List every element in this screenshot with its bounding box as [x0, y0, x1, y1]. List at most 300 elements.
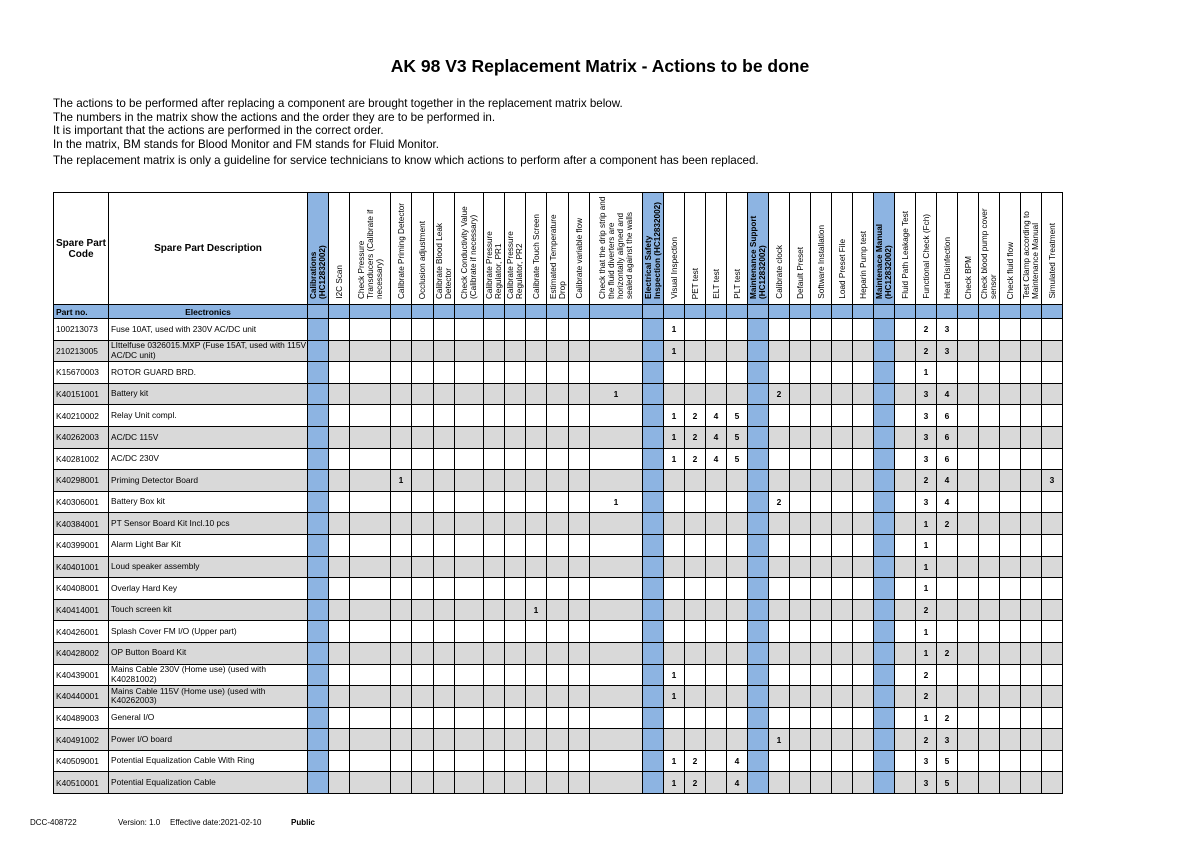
matrix-cell [569, 599, 590, 621]
matrix-cell [979, 707, 1000, 729]
matrix-cell [685, 513, 706, 535]
matrix-cell [329, 772, 350, 794]
matrix-cell [455, 534, 484, 556]
matrix-cell [412, 362, 434, 384]
part-description: Touch screen kit [109, 599, 308, 621]
matrix-cell [1042, 707, 1063, 729]
matrix-cell [547, 405, 569, 427]
matrix-cell [853, 772, 874, 794]
matrix-cell: 2 [685, 426, 706, 448]
matrix-cell: 5 [937, 750, 958, 772]
table-row [54, 448, 1063, 470]
matrix-cell [505, 340, 526, 362]
matrix-cell [706, 642, 727, 664]
matrix-cell: 1 [916, 513, 937, 535]
section-cell [748, 305, 769, 319]
matrix-cell: 1 [391, 470, 412, 492]
matrix-cell [769, 750, 790, 772]
section-cell [1042, 305, 1063, 319]
matrix-cell [685, 707, 706, 729]
table-row [54, 707, 1063, 729]
matrix-cell [350, 707, 391, 729]
matrix-cell: 2 [685, 405, 706, 427]
matrix-cell [748, 340, 769, 362]
matrix-cell [308, 578, 329, 600]
matrix-cell [706, 750, 727, 772]
matrix-cell [1021, 642, 1042, 664]
matrix-cell [350, 729, 391, 751]
matrix-cell [979, 513, 1000, 535]
matrix-cell [484, 707, 505, 729]
matrix-cell [727, 513, 748, 535]
footer-effective-date: Effective date:2021-02-10 [170, 818, 262, 827]
matrix-cell [790, 491, 811, 513]
section-name: Electronics [109, 305, 308, 319]
matrix-cell [569, 470, 590, 492]
matrix-cell [547, 686, 569, 708]
section-cell [569, 305, 590, 319]
matrix-cell [1000, 448, 1021, 470]
matrix-cell [958, 405, 979, 427]
matrix-cell [569, 340, 590, 362]
matrix-cell [979, 448, 1000, 470]
matrix-cell [664, 534, 685, 556]
footer-classification: Public [291, 818, 316, 827]
matrix-cell: 3 [937, 319, 958, 341]
matrix-cell [706, 383, 727, 405]
matrix-cell [569, 707, 590, 729]
section-cell [434, 305, 455, 319]
column-header: Visual Inspection [664, 193, 685, 305]
matrix-cell [350, 686, 391, 708]
matrix-cell [664, 599, 685, 621]
matrix-cell: 4 [937, 383, 958, 405]
column-header: Check that the drip strip and the fluid diverters are horizontally aligned and sealed against the walls [590, 193, 643, 305]
table-row [54, 642, 1063, 664]
matrix-cell [1042, 642, 1063, 664]
matrix-cell [1000, 513, 1021, 535]
matrix-cell [643, 340, 664, 362]
matrix-cell [455, 470, 484, 492]
matrix-cell [412, 470, 434, 492]
matrix-cell [706, 599, 727, 621]
matrix-cell [685, 534, 706, 556]
matrix-cell [769, 319, 790, 341]
part-description: Mains Cable 115V (Home use) (used with K40262003) [109, 686, 308, 708]
matrix-cell [811, 621, 832, 643]
matrix-cell [979, 599, 1000, 621]
matrix-cell [853, 448, 874, 470]
matrix-cell [769, 686, 790, 708]
part-description: LIttelfuse 0326015.MXP (Fuse 15AT, used with 115V AC/DC unit) [109, 340, 308, 362]
matrix-cell [748, 383, 769, 405]
matrix-cell [790, 426, 811, 448]
matrix-cell [769, 470, 790, 492]
matrix-cell [412, 426, 434, 448]
matrix-cell [832, 362, 853, 384]
matrix-cell [569, 772, 590, 794]
matrix-cell: 1 [916, 362, 937, 384]
matrix-cell [769, 556, 790, 578]
matrix-cell [748, 405, 769, 427]
matrix-cell [1000, 642, 1021, 664]
matrix-cell [832, 426, 853, 448]
matrix-cell [505, 556, 526, 578]
matrix-cell [958, 319, 979, 341]
matrix-cell [643, 664, 664, 686]
matrix-cell [350, 362, 391, 384]
matrix-cell [811, 750, 832, 772]
matrix-cell [434, 599, 455, 621]
matrix-cell [790, 534, 811, 556]
matrix-cell [308, 448, 329, 470]
matrix-cell: 1 [916, 556, 937, 578]
matrix-cell [526, 642, 547, 664]
matrix-cell [895, 707, 916, 729]
matrix-cell [706, 362, 727, 384]
column-header: I2C Scan [329, 193, 350, 305]
matrix-cell [391, 426, 412, 448]
matrix-cell [748, 750, 769, 772]
matrix-cell [727, 556, 748, 578]
matrix-cell [590, 362, 643, 384]
column-header: Calibrate Pressure Regulator, PR1 [484, 193, 505, 305]
matrix-cell [853, 383, 874, 405]
matrix-cell [748, 772, 769, 794]
column-header: Calibrations (HC12832002) [308, 193, 329, 305]
matrix-cell [455, 621, 484, 643]
part-description: Overlay Hard Key [109, 578, 308, 600]
part-description: General I/O [109, 707, 308, 729]
matrix-cell [664, 491, 685, 513]
matrix-cell [547, 426, 569, 448]
matrix-cell [1042, 664, 1063, 686]
matrix-cell [811, 729, 832, 751]
column-header: Maintenance Support (HC12832002) [748, 193, 769, 305]
part-code: K40408001 [54, 578, 109, 600]
matrix-cell [979, 534, 1000, 556]
matrix-cell [706, 621, 727, 643]
section-cell [685, 305, 706, 319]
header-spare-part-description: Spare Part Description [109, 193, 308, 305]
matrix-cell [706, 491, 727, 513]
matrix-cell [874, 578, 895, 600]
matrix-cell [547, 383, 569, 405]
matrix-cell: 1 [664, 340, 685, 362]
matrix-cell: 2 [916, 664, 937, 686]
section-cell [853, 305, 874, 319]
matrix-cell [308, 470, 329, 492]
matrix-cell [643, 534, 664, 556]
table-row [54, 729, 1063, 751]
part-code: K40440001 [54, 686, 109, 708]
matrix-cell [484, 686, 505, 708]
matrix-cell [329, 340, 350, 362]
matrix-cell [350, 534, 391, 556]
matrix-cell [434, 426, 455, 448]
matrix-cell [434, 686, 455, 708]
matrix-cell [590, 578, 643, 600]
matrix-cell [547, 599, 569, 621]
matrix-cell [853, 686, 874, 708]
matrix-cell [685, 362, 706, 384]
matrix-cell [706, 707, 727, 729]
table-row [54, 599, 1063, 621]
section-cell [916, 305, 937, 319]
matrix-cell [1021, 664, 1042, 686]
matrix-cell [874, 707, 895, 729]
matrix-cell [412, 491, 434, 513]
matrix-cell [790, 664, 811, 686]
matrix-cell [727, 686, 748, 708]
matrix-cell [874, 599, 895, 621]
matrix-cell [706, 534, 727, 556]
column-header: Software Installation [811, 193, 832, 305]
matrix-cell: 1 [664, 319, 685, 341]
matrix-cell [455, 750, 484, 772]
matrix-cell [832, 340, 853, 362]
matrix-cell [706, 470, 727, 492]
matrix-cell [455, 491, 484, 513]
matrix-cell [434, 729, 455, 751]
section-cell [412, 305, 434, 319]
matrix-cell [979, 362, 1000, 384]
matrix-cell [547, 491, 569, 513]
matrix-cell [769, 642, 790, 664]
matrix-cell: 3 [1042, 470, 1063, 492]
matrix-cell [643, 621, 664, 643]
part-code: K40510001 [54, 772, 109, 794]
matrix-cell [526, 340, 547, 362]
matrix-cell: 6 [937, 405, 958, 427]
matrix-cell [350, 470, 391, 492]
matrix-cell [811, 383, 832, 405]
part-code: K40509001 [54, 750, 109, 772]
matrix-cell [874, 556, 895, 578]
matrix-cell: 2 [916, 319, 937, 341]
matrix-cell: 1 [664, 405, 685, 427]
matrix-cell [434, 578, 455, 600]
matrix-cell [484, 513, 505, 535]
matrix-cell [505, 319, 526, 341]
matrix-cell: 2 [937, 707, 958, 729]
matrix-cell [547, 664, 569, 686]
matrix-cell [526, 383, 547, 405]
matrix-cell [664, 621, 685, 643]
matrix-cell [350, 448, 391, 470]
matrix-cell [790, 340, 811, 362]
matrix-cell [685, 621, 706, 643]
section-cell [706, 305, 727, 319]
part-code: 210213005 [54, 340, 109, 362]
matrix-cell [706, 578, 727, 600]
section-cell [590, 305, 643, 319]
matrix-cell [505, 729, 526, 751]
matrix-cell [979, 556, 1000, 578]
matrix-cell [937, 362, 958, 384]
matrix-cell [643, 362, 664, 384]
matrix-cell [590, 664, 643, 686]
matrix-cell [895, 686, 916, 708]
matrix-cell [790, 319, 811, 341]
matrix-cell [937, 664, 958, 686]
matrix-cell [590, 405, 643, 427]
matrix-cell: 3 [916, 426, 937, 448]
matrix-cell [832, 319, 853, 341]
matrix-cell [748, 470, 769, 492]
matrix-cell [790, 383, 811, 405]
matrix-cell [874, 405, 895, 427]
matrix-cell [505, 491, 526, 513]
matrix-cell [685, 642, 706, 664]
matrix-cell [748, 642, 769, 664]
matrix-cell [832, 491, 853, 513]
matrix-cell [895, 534, 916, 556]
matrix-cell [811, 470, 832, 492]
part-code: K40210002 [54, 405, 109, 427]
matrix-cell: 5 [937, 772, 958, 794]
matrix-cell [505, 534, 526, 556]
matrix-cell [1000, 362, 1021, 384]
section-cell [547, 305, 569, 319]
matrix-cell [727, 362, 748, 384]
matrix-cell [412, 664, 434, 686]
matrix-cell [412, 750, 434, 772]
matrix-cell [526, 729, 547, 751]
table-row [54, 513, 1063, 535]
part-code: K40491002 [54, 729, 109, 751]
matrix-cell [308, 664, 329, 686]
part-description: Battery Box kit [109, 491, 308, 513]
matrix-cell [727, 383, 748, 405]
matrix-cell [1021, 470, 1042, 492]
section-cell [769, 305, 790, 319]
matrix-cell [455, 729, 484, 751]
matrix-cell [790, 362, 811, 384]
matrix-cell [643, 642, 664, 664]
matrix-cell [979, 470, 1000, 492]
matrix-cell [434, 534, 455, 556]
part-code: K15670003 [54, 362, 109, 384]
matrix-cell [350, 772, 391, 794]
matrix-cell [391, 362, 412, 384]
matrix-cell [391, 664, 412, 686]
matrix-cell [643, 772, 664, 794]
part-description: Alarm Light Bar Kit [109, 534, 308, 556]
intro-line: The numbers in the matrix show the actions and the order they are to be performed in. [53, 110, 496, 124]
part-description: Mains Cable 230V (Home use) (used with K40281002) [109, 664, 308, 686]
matrix-cell [590, 599, 643, 621]
matrix-cell [391, 405, 412, 427]
matrix-cell [979, 772, 1000, 794]
matrix-cell [853, 534, 874, 556]
matrix-cell [350, 340, 391, 362]
matrix-cell [547, 448, 569, 470]
matrix-cell [895, 491, 916, 513]
matrix-cell [769, 426, 790, 448]
matrix-cell [811, 686, 832, 708]
matrix-cell: 1 [769, 729, 790, 751]
matrix-cell [895, 340, 916, 362]
matrix-cell [706, 686, 727, 708]
matrix-cell [526, 513, 547, 535]
column-header: Check Conductivity Value (Calibrate if necessary) [455, 193, 484, 305]
column-header: Functional Check (Fch) [916, 193, 937, 305]
matrix-cell [1021, 340, 1042, 362]
matrix-cell [727, 729, 748, 751]
matrix-cell [434, 642, 455, 664]
matrix-cell [685, 556, 706, 578]
matrix-cell [526, 319, 547, 341]
matrix-cell [505, 599, 526, 621]
matrix-cell [412, 383, 434, 405]
matrix-cell [1000, 772, 1021, 794]
matrix-cell [308, 513, 329, 535]
matrix-cell [832, 534, 853, 556]
matrix-cell [526, 491, 547, 513]
matrix-cell [547, 340, 569, 362]
matrix-cell [526, 707, 547, 729]
table-row [54, 491, 1063, 513]
matrix-cell [769, 362, 790, 384]
matrix-cell [590, 448, 643, 470]
part-description: OP Button Board Kit [109, 642, 308, 664]
part-code: 100213073 [54, 319, 109, 341]
matrix-cell [895, 556, 916, 578]
part-code: K40306001 [54, 491, 109, 513]
matrix-cell [685, 319, 706, 341]
matrix-cell [308, 772, 329, 794]
matrix-cell [1042, 599, 1063, 621]
matrix-cell [329, 426, 350, 448]
column-header: Calibrate variable flow [569, 193, 590, 305]
matrix-cell [1000, 599, 1021, 621]
matrix-cell [391, 513, 412, 535]
matrix-cell [308, 729, 329, 751]
matrix-cell [1042, 383, 1063, 405]
matrix-cell [895, 729, 916, 751]
matrix-cell [484, 362, 505, 384]
matrix-cell [748, 491, 769, 513]
section-cell [979, 305, 1000, 319]
matrix-cell [958, 578, 979, 600]
matrix-cell [329, 513, 350, 535]
matrix-cell [1021, 426, 1042, 448]
matrix-cell [484, 491, 505, 513]
matrix-cell [391, 707, 412, 729]
footer-version: Version: 1.0 [118, 818, 161, 827]
matrix-cell [706, 340, 727, 362]
matrix-cell [748, 448, 769, 470]
matrix-cell [1000, 750, 1021, 772]
matrix-cell [455, 513, 484, 535]
matrix-cell [1000, 707, 1021, 729]
matrix-cell [874, 426, 895, 448]
matrix-cell: 4 [706, 426, 727, 448]
column-header: Calibrate Priming Detector [391, 193, 412, 305]
matrix-cell [329, 491, 350, 513]
matrix-cell [329, 750, 350, 772]
matrix-cell [643, 729, 664, 751]
page-title: AK 98 V3 Replacement Matrix - Actions to be done [390, 56, 810, 76]
matrix-cell [1000, 426, 1021, 448]
matrix-cell [811, 405, 832, 427]
matrix-cell [748, 513, 769, 535]
matrix-cell [484, 599, 505, 621]
matrix-cell [664, 470, 685, 492]
matrix-cell [853, 319, 874, 341]
matrix-cell [412, 772, 434, 794]
